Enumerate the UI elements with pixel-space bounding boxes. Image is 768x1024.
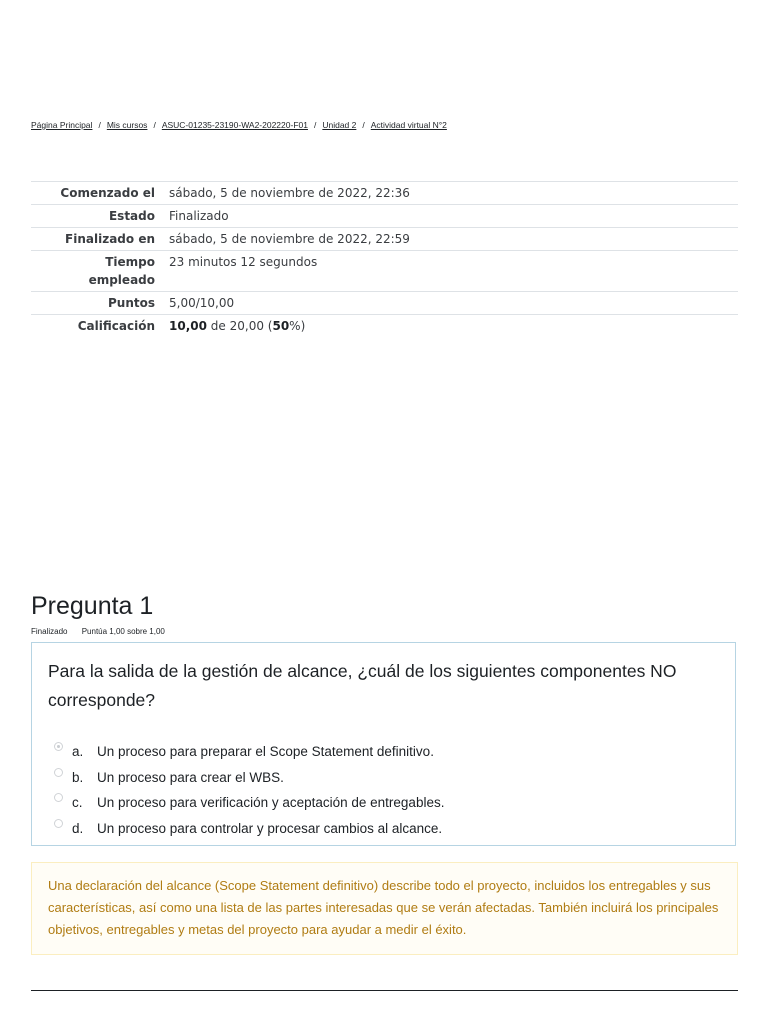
summary-value: sábado, 5 de noviembre de 2022, 22:59: [169, 232, 410, 246]
grade-of: de 20,00 (: [210, 319, 273, 333]
radio-icon[interactable]: [54, 793, 63, 802]
breadcrumb: [31, 120, 447, 130]
answer-option[interactable]: [54, 816, 444, 842]
summary-row-points: [31, 292, 738, 315]
summary-label: Estado: [108, 209, 155, 223]
breadcrumb-my-courses[interactable]: Mis cursos: [106, 120, 148, 130]
feedback-box: [31, 862, 738, 955]
summary-value: Finalizado: [169, 209, 229, 223]
summary-label: Calificación: [77, 319, 155, 333]
radio-selected-icon[interactable]: [54, 742, 63, 751]
breadcrumb-separator: /: [153, 120, 156, 130]
summary-label: [31, 251, 163, 292]
question-text: Para la salida de la gestión de alcance, ¿cuál de los siguientes componentes NO corresponde?: [48, 661, 677, 710]
breadcrumb-activity[interactable]: Actividad virtual N°2: [370, 120, 447, 130]
question-title: Pregunta 1: [31, 592, 154, 620]
summary-label: Finalizado en: [65, 232, 155, 246]
answer-option[interactable]: [54, 739, 444, 765]
summary-label-line: Tiempo: [105, 255, 155, 269]
attempt-summary-table: [31, 181, 738, 337]
answer-option[interactable]: [54, 790, 444, 816]
grade-percent: 50: [272, 319, 290, 333]
divider: [31, 990, 738, 991]
feedback-text: Una declaración del alcance (Scope Statement definitivo) describe todo el proyecto, incluidos los entregables y sus características, así como una lista de las partes interesadas que se verán afectadas. También incluirá los principales objetivos, entregables y metas del proyecto para ayudar a medir el éxito.: [48, 878, 719, 937]
answer-text: Un proceso para crear el WBS.: [97, 769, 284, 785]
summary-label-line: empleado: [88, 273, 155, 287]
summary-value: 23 minutos 12 segundos: [169, 255, 318, 269]
summary-row-finished: [31, 228, 738, 251]
summary-row-grade: [31, 315, 738, 338]
summary-value: sábado, 5 de noviembre de 2022, 22:36: [169, 186, 410, 200]
answer-text: Un proceso para verificación y aceptación de entregables.: [97, 795, 445, 811]
answer-letter: a.: [72, 744, 84, 760]
answer-letter: d.: [72, 820, 84, 836]
summary-value: [163, 315, 738, 338]
summary-label: Puntos: [107, 296, 155, 310]
radio-icon[interactable]: [54, 819, 63, 828]
breadcrumb-unit[interactable]: Unidad 2: [322, 120, 357, 130]
question-status: Finalizado: [31, 627, 68, 636]
answer-list: [54, 739, 444, 841]
breadcrumb-course[interactable]: ASUC-01235-23190-WA2-202220-F01: [161, 120, 308, 130]
answer-option[interactable]: [54, 765, 444, 791]
grade-suffix: %): [289, 319, 306, 333]
breadcrumb-home[interactable]: Página Principal: [31, 120, 93, 130]
summary-value: 5,00/10,00: [169, 296, 235, 310]
answer-letter: b.: [72, 769, 84, 785]
breadcrumb-separator: /: [362, 120, 365, 130]
summary-row-time: [31, 251, 738, 292]
radio-icon[interactable]: [54, 768, 63, 777]
answer-text: Un proceso para preparar el Scope Statement definitivo.: [97, 744, 434, 760]
question-box: [31, 642, 736, 846]
summary-label: Comenzado el: [60, 186, 155, 200]
answer-text: Un proceso para controlar y procesar cambios al alcance.: [97, 820, 443, 836]
question-score: Puntúa 1,00 sobre 1,00: [81, 627, 165, 636]
summary-row-state: [31, 205, 738, 228]
summary-row-started: [31, 182, 738, 205]
answer-letter: c.: [72, 795, 83, 811]
breadcrumb-separator: /: [313, 120, 317, 130]
grade-score: 10,00: [169, 319, 207, 333]
question-info: [31, 627, 177, 636]
breadcrumb-separator: /: [98, 120, 101, 130]
